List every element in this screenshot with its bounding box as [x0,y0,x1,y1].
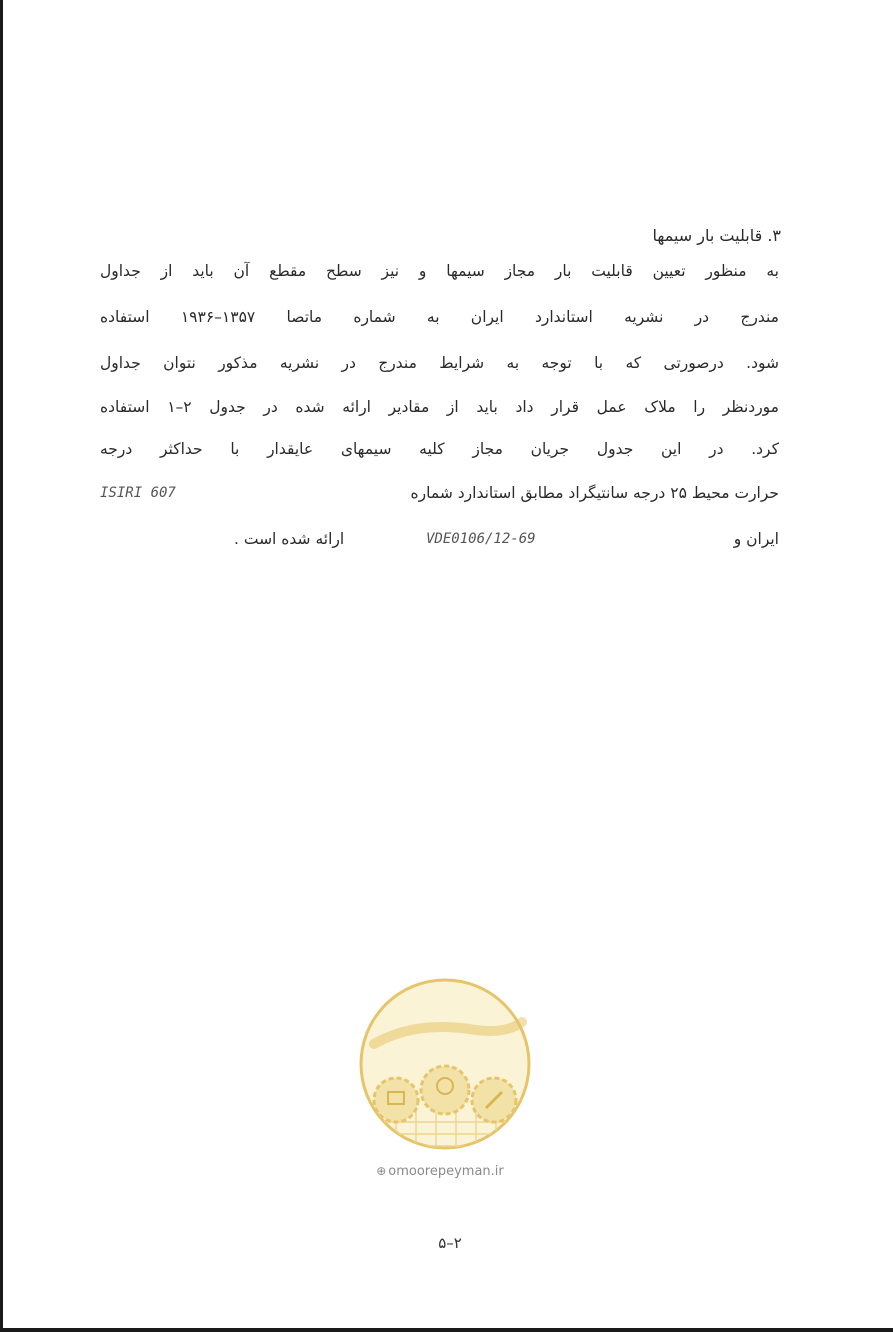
paragraph-line-3: شود. درصورتی که با توجه به شرایط مندرج در نشریه مذکور نتوان جداول [100,354,779,372]
paragraph-line-1: به منظور تعیین قابلیت بار مجاز سیمها و نیز سطح مقطع آن باید از جداول [100,262,779,280]
section-heading: ۳. قابلیت بار سیمها [652,226,781,245]
paragraph-line-5: کرد. در این جدول جریان مجاز کلیه سیمهای عایقدار با حداکثر درجه [100,440,779,458]
globe-icon: ⊕ [376,1164,387,1178]
watermark-url-text: omoorepeyman.ir [388,1164,504,1179]
standard-ref-vde: VDE0106/12-69 [426,531,536,547]
paragraph-line-6 [100,484,779,508]
paragraph-line-7-right: ایران و [733,530,779,548]
page-border-left [0,0,3,1332]
paragraph-line-7 [100,530,779,554]
standard-ref-isiri: ISIRI 607 [100,485,176,501]
paragraph-line-2: مندرج در نشریه استاندارد ایران به شماره ماتصا ۱۳۵۷–۱۹۳۶ استفاده [100,308,779,326]
paragraph-line-4: موردنظر را ملاک عمل قرار داد باید از مقادیر ارائه شده در جدول ۲–۱ استفاده [100,398,779,416]
watermark-url [340,1164,540,1179]
omoorepeyman-logo [356,972,534,1160]
paragraph-line-7-left: ارائه شده است . [234,530,345,548]
page-number: ۲–۵ [438,1234,462,1252]
paragraph-line-6-text: حرارت محیط ۲۵ درجه سانتیگراد مطابق استاندارد شماره [410,484,779,502]
page-border-bottom [0,1328,893,1332]
